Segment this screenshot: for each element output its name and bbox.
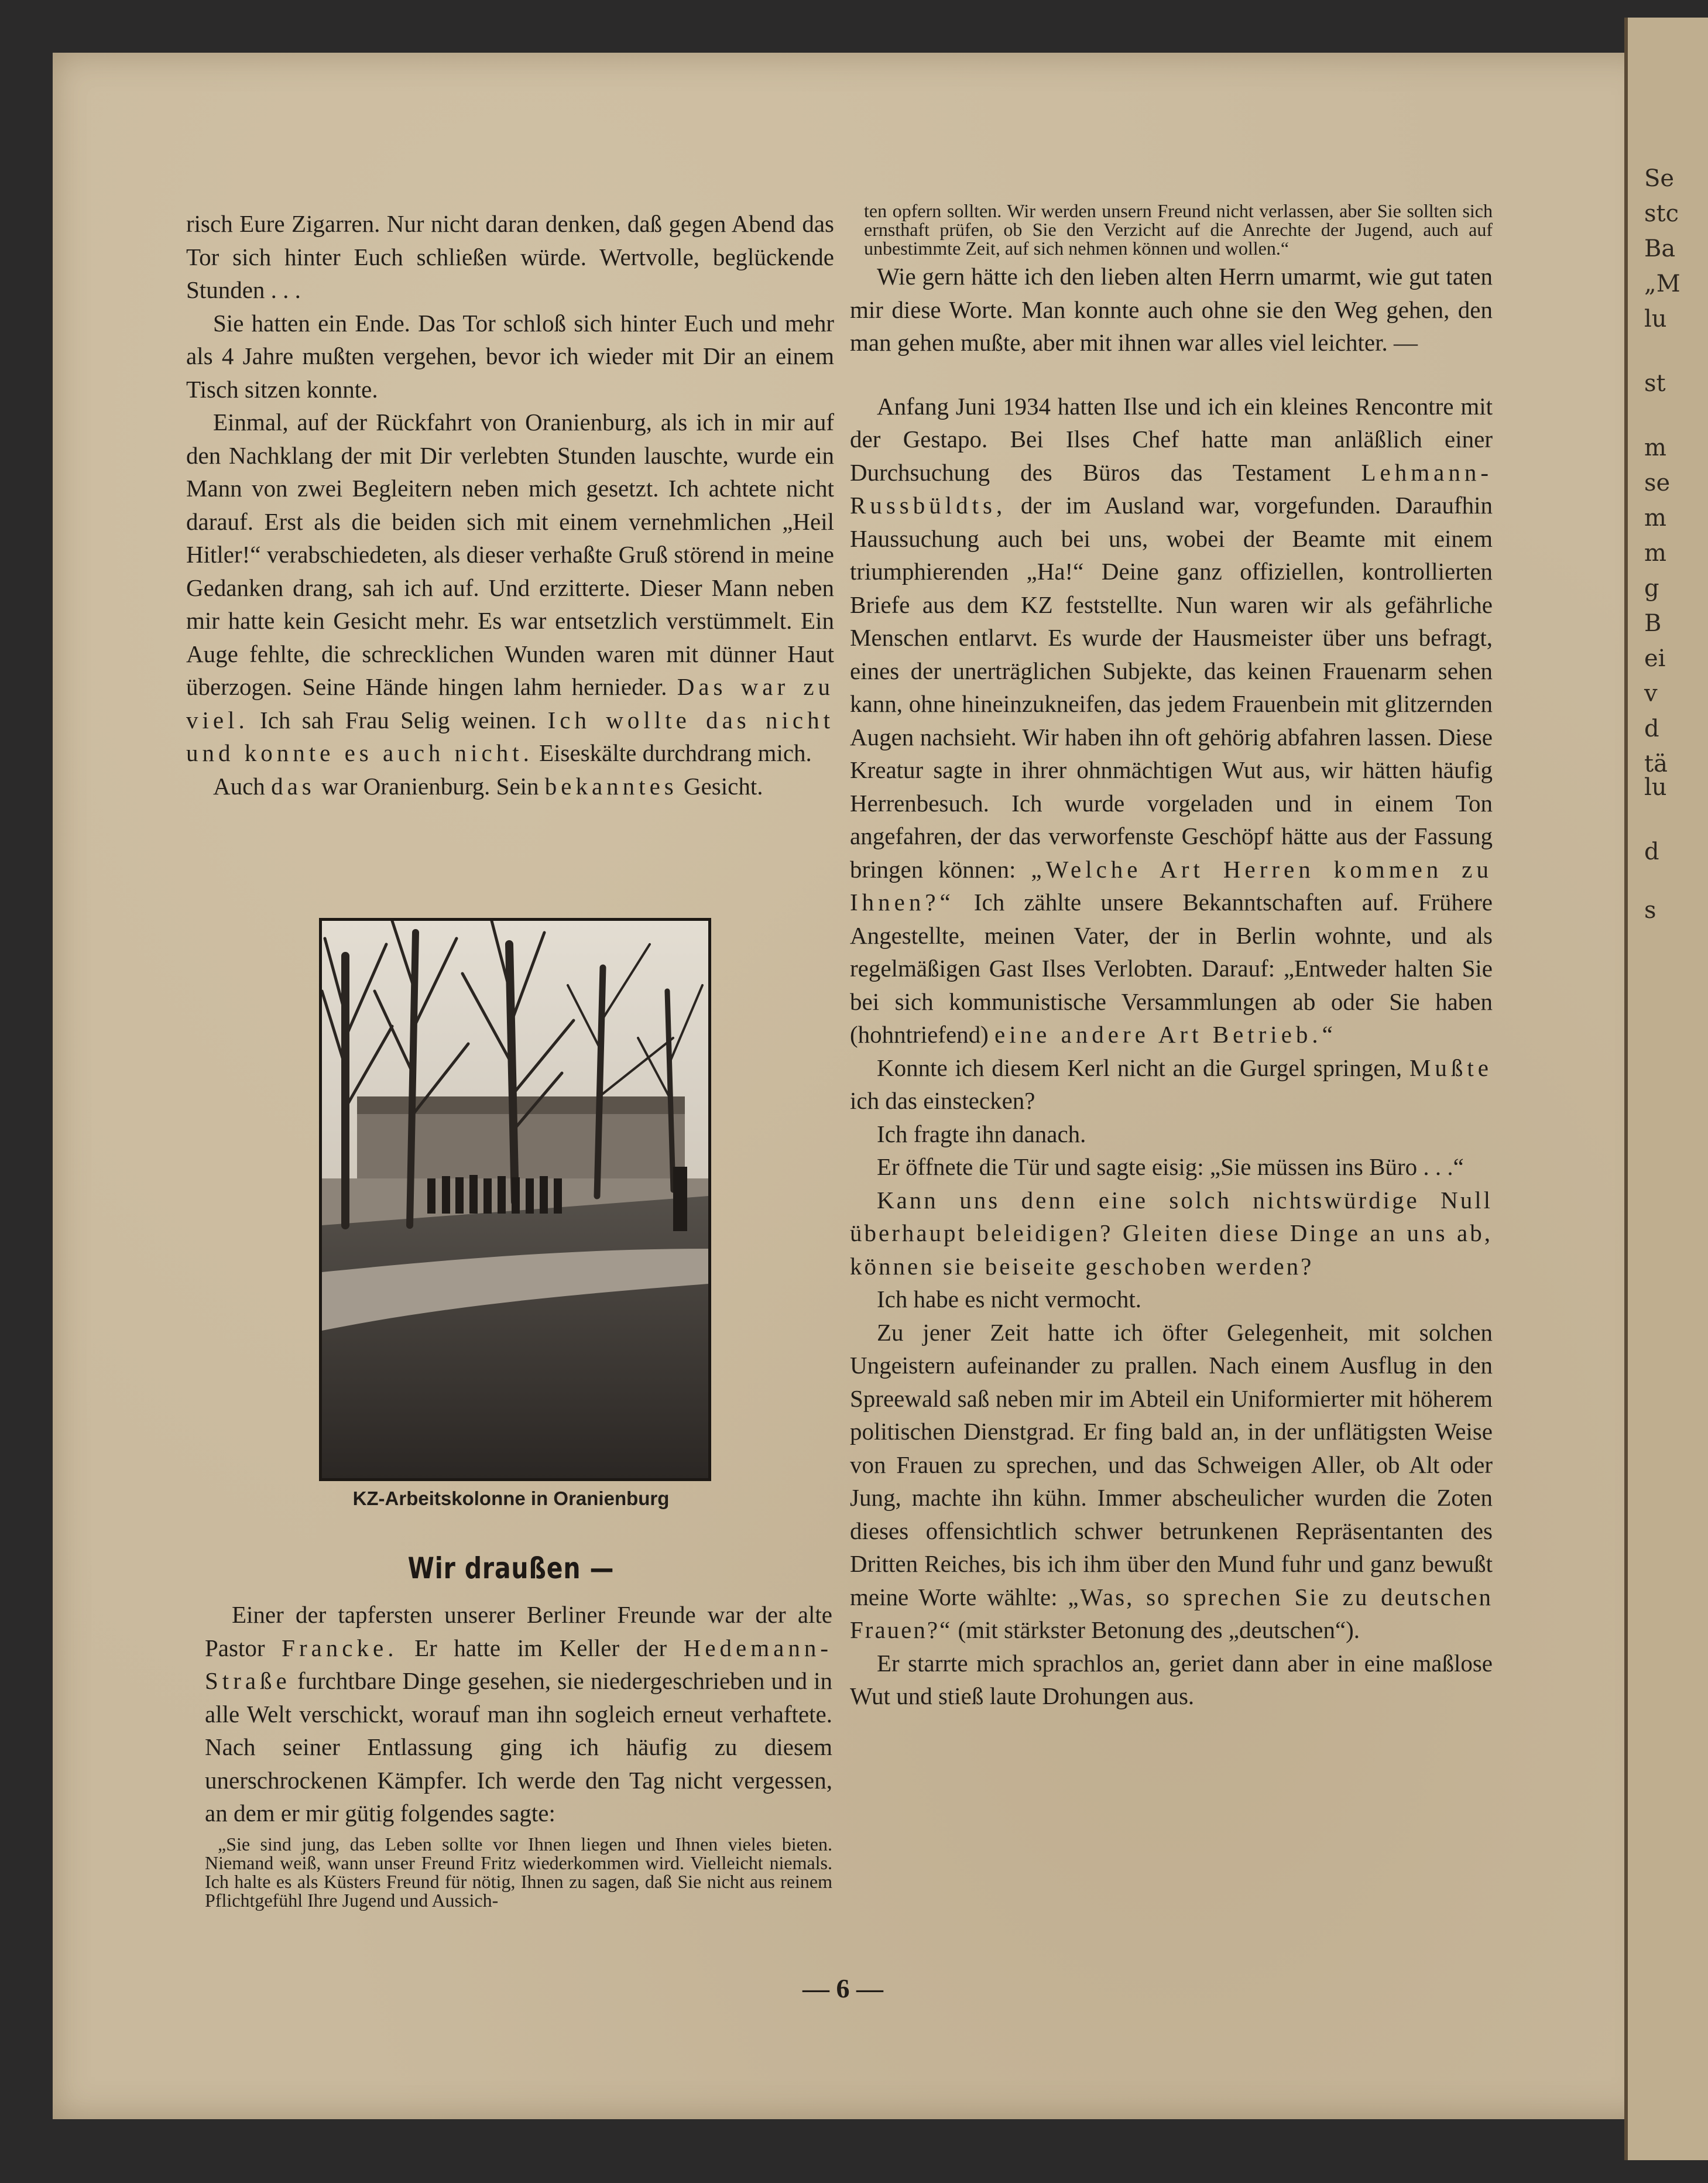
spaced-text: das	[271, 772, 315, 800]
paragraph-text: Ich sah Frau Selig weinen.	[260, 706, 537, 734]
fragment: B	[1644, 610, 1662, 637]
paragraph-text: Anfang Juni 1934 hatten Ilse und ich ein kleines Rencontre mit der Gestapo. Bei Ilses Chef hatte man anläßlich einer Durchsuchung des Büros das Testament	[850, 392, 1493, 486]
spaced-text: Das war zu viel.	[186, 673, 835, 734]
spaced-text: Lehmann-Russbüldts,	[850, 458, 1493, 519]
paragraph	[186, 406, 834, 770]
fragment: d	[1644, 838, 1659, 865]
fragment: stc	[1644, 200, 1679, 227]
quote-continuation: ten opfern sollten. Wir werden unsern Freund nicht verlassen, aber Sie sollten sich ernsthaft prüfen, ob Sie den Verzicht auf die Anrechte der Jugend, auch auf unbestimmte Zeit, auf sich nehmen können und wollen.“	[864, 200, 1493, 259]
paragraph	[850, 390, 1493, 1051]
fragment: tä	[1644, 750, 1668, 777]
paragraph-text: ich das einstecken?	[850, 1087, 1035, 1114]
fragment: lu	[1644, 774, 1667, 801]
paragraph	[186, 770, 834, 803]
paragraph-text: Konnte ich diesem Kerl nicht an die Gurgel springen,	[877, 1054, 1402, 1081]
spaced-text: „Welche Art Herren kommen zu Ihnen?“	[850, 855, 1493, 916]
spaced-text: Ich wollte das nicht und konnte es auch nicht.	[186, 706, 835, 766]
spaced-paragraph: Kann uns denn eine solch nichtswürdige Null überhaupt beleidigen? Gleiten diese Dinge an uns ab, können sie beiseite geschoben werden?	[850, 1186, 1493, 1280]
fragment: Ba	[1644, 235, 1676, 262]
paragraph: Ich fragte ihn danach.	[877, 1120, 1086, 1147]
fragment: st	[1644, 370, 1666, 397]
paragraph: Ich habe es nicht vermocht.	[877, 1286, 1141, 1312]
paragraph: Wie gern hätte ich den lieben alten Herrn umarmt, wie gut taten mir diese Worte. Man konnte auch ohne sie den Weg gehen, den man gehen mußte, aber mit ihnen war alles viel leichter. —	[850, 263, 1493, 356]
spaced-text: Francke.	[282, 1634, 398, 1661]
fragment: lu	[1644, 306, 1667, 333]
fragment: „M	[1644, 270, 1680, 297]
fragment: v	[1644, 680, 1658, 707]
right-column	[850, 201, 1493, 1713]
quote: „Sie sind jung, das Leben sollte vor Ihnen liegen und Ihnen vieles bieten. Niemand weiß, wann unser Freund Fritz wiederkommen wird. Vielleicht niemals. Ich halte es als Küsters Freund für nötig, Ihnen zu sagen, daß Sie nicht aus reinem Pflichtgefühl Ihre Jugend und Aussich-	[205, 1833, 832, 1911]
spaced-text: „Was, so sprechen Sie zu deutschen Frauen?“	[850, 1583, 1493, 1643]
spaced-text: eine andere Art Betrieb.“	[994, 1021, 1337, 1048]
spaced-text: bekanntes	[544, 772, 678, 800]
paragraph-text: Einer der tapfersten unserer Berliner Freunde war der alte Pastor	[205, 1601, 832, 1661]
fragment: s	[1644, 897, 1656, 924]
paragraph-text: Zu jener Zeit hatte ich öfter Gelegenheit, mit solchen Ungeistern aufeinander zu prallen. Nach einem Ausflug in den Spreewald saß neben mir im Abteil ein Uniformierter mit höherem politischen Dienstgrad. Er fing bald an, in der unflätigsten Weise von Frauen zu sprechen, und das Schweigen Aller, ob Alt oder Jung, machte ihn kühn. Immer abscheulicher wurden die Zoten dieses offensichtlich schwer betrunkenen Repräsentanten des Dritten Reiches, bis ich ihm über den Mund fuhr und ganz bewußt meine Worte wählte:	[850, 1318, 1493, 1610]
left-column	[186, 207, 834, 803]
page-number: — 6 —	[802, 1973, 883, 2003]
paragraph-text: Auch	[213, 772, 265, 800]
paragraph-text: Eiseskälte durchdrang mich.	[539, 739, 812, 766]
paragraph: Er starrte mich sprachlos an, geriet dann aber in eine maßlose Wut und stieß laute Drohungen aus.	[850, 1649, 1493, 1709]
photo-drawing	[322, 921, 708, 1478]
paragraph-text: Gesicht.	[683, 772, 763, 800]
paragraph	[850, 1051, 1493, 1118]
fragment: Se	[1644, 165, 1675, 192]
fragment: m	[1644, 434, 1666, 461]
paragraph	[205, 1598, 832, 1830]
section-heading: Wir draußen —	[407, 1551, 615, 1585]
paragraph-text: war Oranienburg. Sein	[321, 772, 539, 800]
fragment: g	[1644, 575, 1659, 602]
paragraph	[850, 1316, 1493, 1647]
next-page-edge	[1624, 18, 1708, 2160]
left-column-section	[205, 1598, 832, 1910]
fragment: ei	[1644, 645, 1666, 672]
fragment: d	[1644, 715, 1659, 742]
paragraph-text: der im Ausland war, vorgefunden. Daraufhin Haussuchung auch bei uns, wobei der Beamte mit einem triumphierenden „Ha!“ Deine ganz offiziellen, kontrollierten Briefe aus dem KZ feststellte. Nun waren wir als gefährliche Menschen entlarvt. Es wurde der Hausmeister über uns befragt, eines der unerträglichen Subjekte, das keinen Frauenarm sehen kann, ohne hineinzukneifen, das jedem Frauenbein mit glitzernden Augen nachsieht. Wir haben ihn oft gehörig abfahren lassen. Diese Kreatur sagte in ihrer ohnmächtigen Wut aus, wir hätten häufig Herrenbesuch. Ich wurde vorgeladen und in einem Ton angefahren, der das verworfenste Geschöpf hätte aus der Fassung bringen können:	[850, 492, 1493, 883]
fragment: se	[1644, 470, 1671, 496]
paragraph: risch Eure Zigarren. Nur nicht daran denken, daß gegen Abend das Tor sich hinter Euch schließen würde. Wertvolle, beglückende Stunden . . .	[186, 210, 834, 303]
photo-kz-arbeitskolonne	[319, 918, 711, 1481]
spaced-text: Hedemann-Straße	[205, 1634, 832, 1694]
spaced-text: Mußte	[1409, 1054, 1493, 1081]
paragraph: Er öffnete die Tür und sagte eisig: „Sie müssen ins Büro . . .“	[877, 1153, 1464, 1180]
paragraph-text: furchtbare Dinge gesehen, sie niedergeschrieben und in alle Welt verschickt, worauf man ihn sogleich erneut verhaftete. Nach seiner Entlassung ging ich häufig zu diesem unerschrockenen Kämpfer. Ich werde den Tag nicht vergessen, an dem er mir gütig folgendes sagte:	[205, 1667, 832, 1826]
paragraph: Sie hatten ein Ende. Das Tor schloß sich hinter Euch und mehr als 4 Jahre mußten vergehen, bevor ich wieder mit Dir an einem Tisch sitzen konnte.	[186, 309, 834, 403]
fragment: m	[1644, 540, 1666, 567]
fragment: m	[1644, 505, 1666, 532]
photo-caption: KZ-Arbeitskolonne in Oranienburg	[352, 1488, 670, 1509]
paragraph-text: (mit stärkster Betonung des „deutschen“).	[958, 1616, 1360, 1643]
paragraph-text: Er hatte im Keller der	[414, 1634, 667, 1661]
paragraph-text: Ich zählte unsere Bekanntschaften auf. Frühere Angestellte, meinen Vater, der in Berlin wohnte, und als regelmäßigen Gast Ilses Verlobten. Darauf: „Entweder halten Sie bei sich kommunistische Versammlungen ab oder Sie haben (hohntriefend)	[850, 889, 1493, 1048]
paragraph-text: Einmal, auf der Rückfahrt von Oranienburg, als ich in mir auf den Nachklang der mit Dir verlebten Stunden lauschte, wurde ein Mann von zwei Begleitern neben mich gesetzt. Ich achtete nicht darauf. Erst als die beiden sich mit einem vernehmlichen „Heil Hitler!“ verabschiedeten, als dieser verhaßte Gruß störend in meine Gedanken drang, sah ich auf. Und erzitterte. Dieser Mann neben mir hatte kein Gesicht mehr. Es war entsetzlich verstümmelt. Ein Auge fehlte, die schrecklichen Wunden waren mit dünner Haut überzogen. Seine Hände hingen lahm hernieder.	[186, 409, 834, 700]
